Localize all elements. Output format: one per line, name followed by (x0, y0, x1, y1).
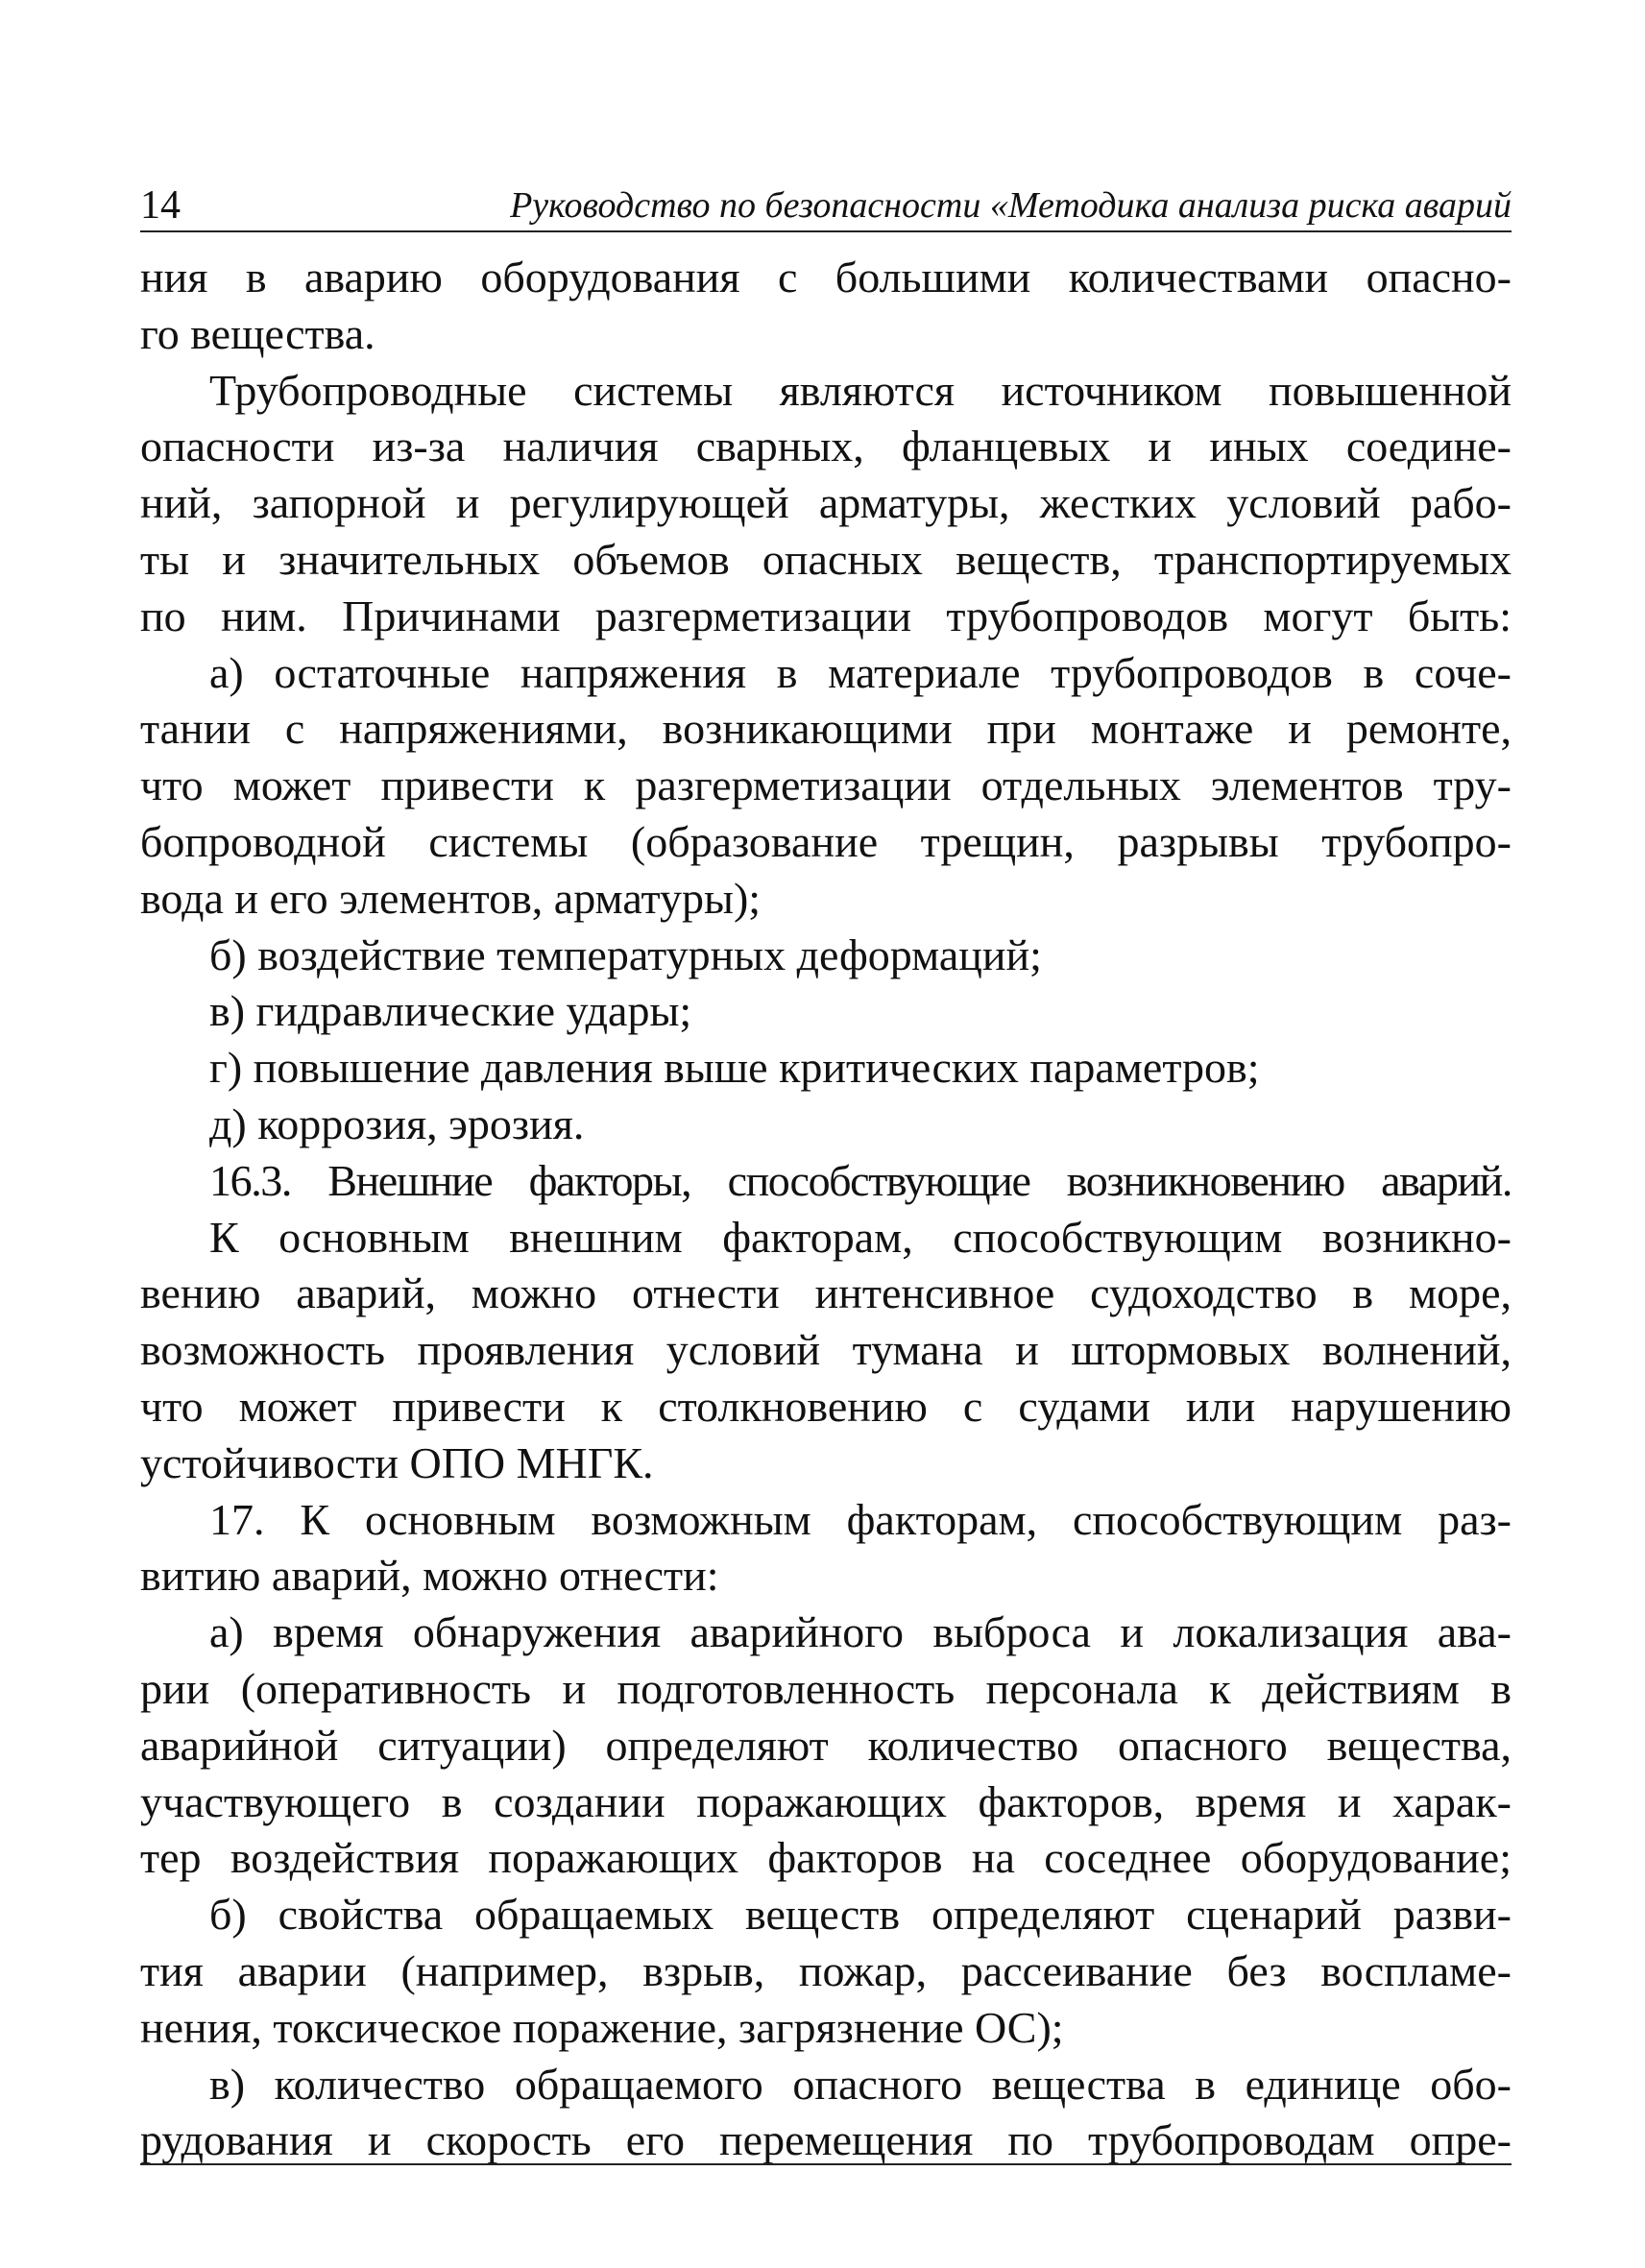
text-line: г) повышение давления выше критических параметров; (209, 1043, 1260, 1093)
text-line: опасности из-за наличия сварных, фланцевых и иных соедине- (140, 422, 1512, 471)
body-text (140, 250, 1512, 2169)
text-line: а) время обнаружения аварийного выброса и локализация ава- (209, 1607, 1512, 1657)
text-line: в) количество обращаемого опасного вещества в единице обо- (209, 2059, 1512, 2109)
text-line: д) коррозия, эрозия. (209, 1098, 585, 1148)
text-line: нения, токсическое поражение, загрязнение ОС); (140, 2002, 1064, 2052)
text-line: К основным внешним факторам, способствующим возникно- (209, 1212, 1512, 1262)
text-line: вению аварий, можно отнести интенсивное судоходство в море, (140, 1268, 1512, 1318)
running-title: Руководство по безопасности «Методика анализа риска аварий (510, 185, 1512, 226)
text-line: аварийной ситуации) определяют количество опасного вещества, (140, 1720, 1512, 1770)
text-line: устойчивости ОПО МНГК. (140, 1437, 654, 1487)
text-line: а) остаточные напряжения в материале трубопроводов в соче- (209, 647, 1512, 697)
text-line: ния в аварию оборудования с большими количествами опасно- (140, 253, 1512, 302)
text-line: б) свойства обращаемых веществ определяют сценарий разви- (209, 1890, 1512, 1940)
text-line: по ним. Причинами разгерметизации трубопроводов могут быть: (140, 591, 1512, 640)
text-line: рудования и скорость его перемещения по трубопроводам опре- (140, 2115, 1512, 2165)
text-line: бопроводной системы (образование трещин, разрывы трубопро- (140, 816, 1512, 866)
header-divider (140, 230, 1512, 232)
text-line: в) гидравлические удары; (209, 986, 692, 1036)
text-line: тании с напряжениями, возникающими при монтаже и ремонте, (140, 704, 1512, 754)
text-line: что может привести к разгерметизации отдельных элементов тру- (140, 760, 1512, 810)
page-header (140, 179, 1512, 230)
text-line: вода и его элементов, арматуры); (140, 873, 762, 923)
text-line: Трубопроводные системы являются источником повышенной (209, 365, 1512, 415)
text-line: участвующего в создании поражающих факторов, время и харак- (140, 1776, 1512, 1826)
text-line: витию аварий, можно отнести: (140, 1551, 719, 1601)
text-line: ний, запорной и регулирующей арматуры, жестких условий рабо- (140, 478, 1512, 528)
text-line: что может привести к столкновению с судами или нарушению (140, 1381, 1512, 1431)
text-line: рии (оперативность и подготовленность персонала к действиям в (140, 1663, 1512, 1713)
text-line: б) воздействие температурных деформаций; (209, 929, 1042, 979)
text-line: го вещества. (140, 308, 375, 358)
text-line: ты и значительных объемов опасных веществ, транспортируемых (140, 534, 1512, 584)
text-line: тер воздействия поражающих факторов на соседнее оборудование; (140, 1833, 1512, 1883)
footer-divider (140, 2163, 1512, 2165)
text-line: 17. К основным возможным факторам, способствующим раз- (209, 1494, 1512, 1544)
page-number: 14 (140, 183, 181, 228)
section-heading-line: 16.3. Внешние факторы, способствующие возникновению аварий. (209, 1155, 1512, 1205)
text-line: возможность проявления условий тумана и штормовых волнений, (140, 1325, 1512, 1375)
text-line: тия аварии (например, взрыв, пожар, рассеивание без воспламе- (140, 1945, 1512, 1995)
